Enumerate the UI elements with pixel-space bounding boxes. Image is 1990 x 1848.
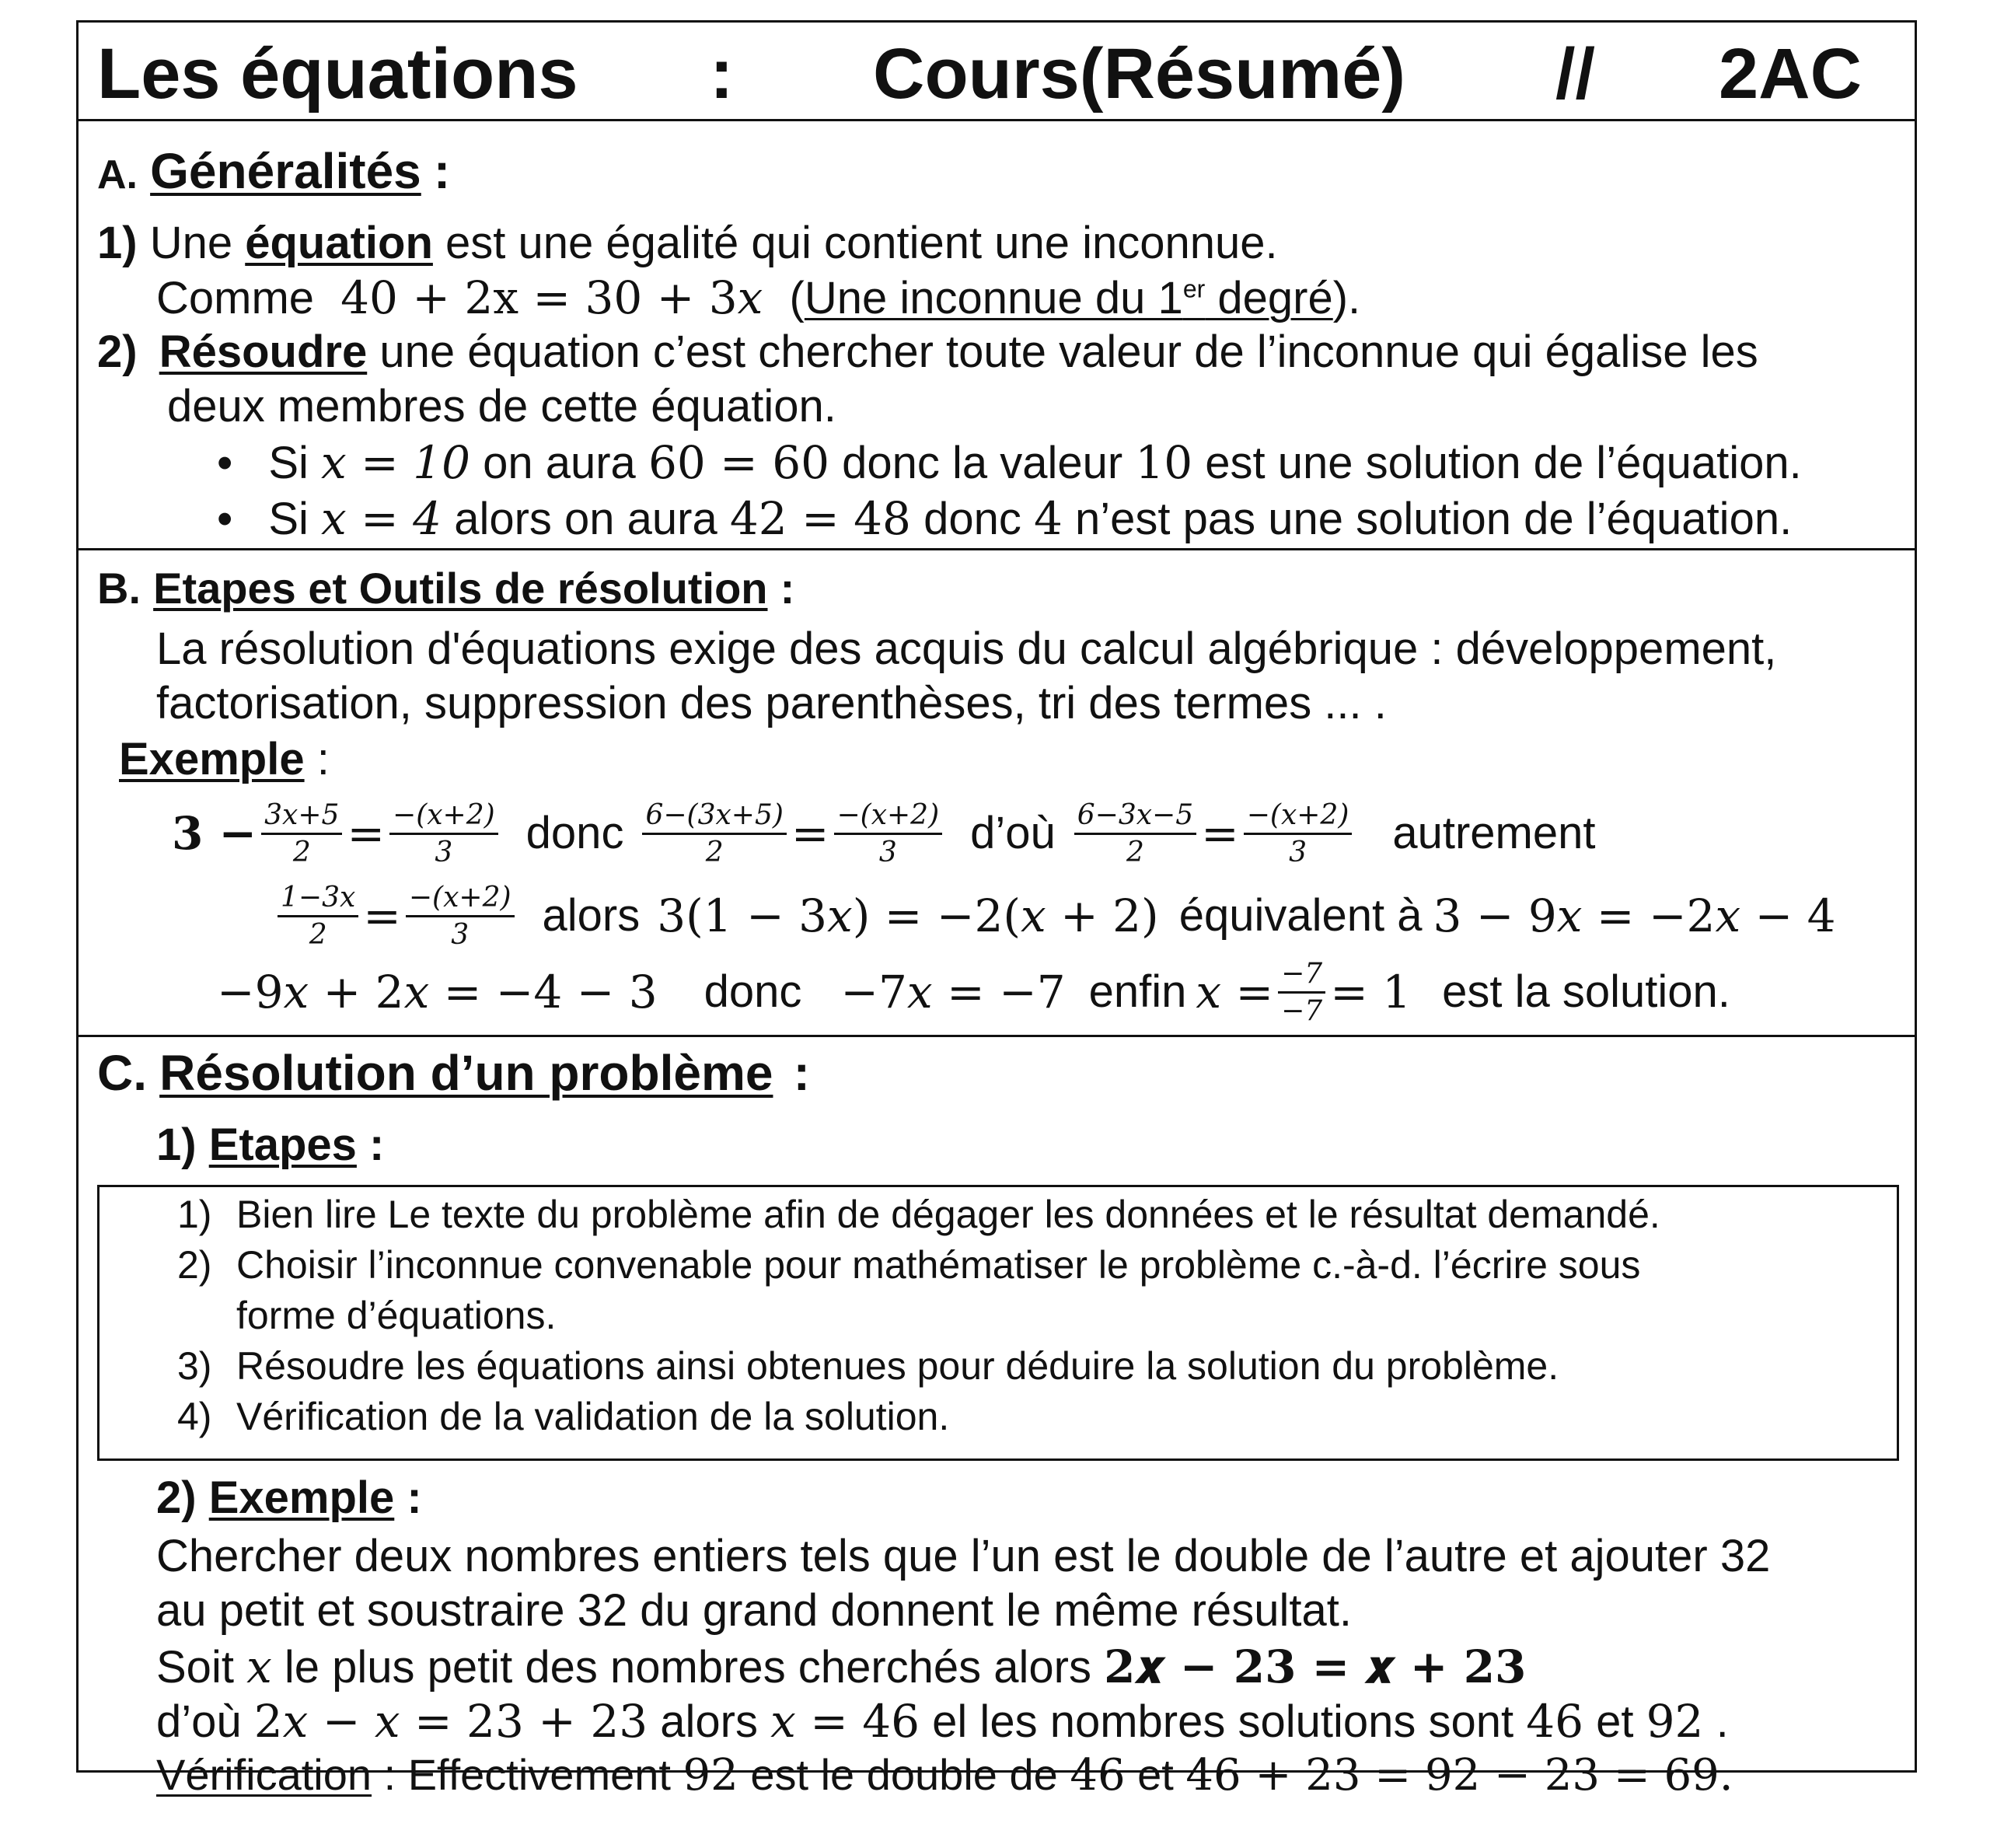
b-paragraph-line1: La résolution d'équations exige des acquis du calcul algébrique : développement, — [156, 624, 1777, 674]
fraction: $\frac{\text{1−3𝑥}}{2}$ — [278, 880, 358, 952]
fraction: $\frac{\text{−(𝑥+2)}}{3}$ — [406, 880, 515, 952]
c-example-line1: Chercher deux nombres entiers tels que l’un est le double de l’autre et ajouter 32 — [156, 1531, 1771, 1581]
step-2-text: Choisir l’inconnue convenable pour mathématiser le problème c.-à-d. l’écrire sous — [236, 1243, 1641, 1287]
b-paragraph-line2: factorisation, suppression des parenthèses, tri des termes ... . — [156, 678, 1387, 728]
term-equation: équation — [245, 218, 433, 268]
b-example-line1: 3 − $\frac{\text{3𝑥+5}}{2}$ = $\frac{\text{−(𝑥+2)}}{3}$ donc $\frac{\text{6−(3𝑥+5)}}{2}$ = $\frac{\text{−(𝑥+2)}}{3}$ d’où $\frac{\text{6−3𝑥−5}}{2}$ = $\frac{\text{−(𝑥+2)}}{3}$ autrement — [172, 799, 1596, 868]
section-b — [79, 548, 1915, 1035]
b-example-line3: −9𝑥 + 2𝑥 = −4 − 3 donc −7𝑥 = −7 enfin 𝑥 = $\frac{-7}{-7}$ = 1 est la solution. — [217, 958, 1730, 1027]
section-a-heading: A. Généralités : — [97, 143, 451, 199]
fraction: $\frac{\text{6−(3𝑥+5)}}{2}$ — [642, 798, 786, 870]
step-2-text-cont: forme d’équations. — [236, 1294, 557, 1337]
fraction: $\frac{\text{6−3𝑥−5}}{2}$ — [1074, 798, 1196, 870]
a-item1-line2: Comme 40 + 2x = 30 + 3𝑥 (Une inconnue du 1er degré). — [156, 271, 1361, 324]
c-example-line3: Soit 𝑥 le plus petit des nombres cherchés alors 2𝒙 − 𝟐𝟑 = 𝒙 + 𝟐𝟑 — [156, 1640, 1527, 1693]
section-c-title: Résolution d’un problème — [159, 1045, 773, 1101]
step-3-num: 3) — [177, 1344, 212, 1388]
a-bullet-2: • Si 𝑥 = 4 alors on aura 42 = 48 donc 4 n’est pas une solution de l’équation. — [217, 492, 1793, 545]
section-a — [79, 119, 1915, 548]
fraction: $\frac{\text{−(𝑥+2)}}{3}$ — [834, 798, 943, 870]
a-item2-line2: deux membres de cette équation. — [167, 381, 836, 431]
section-b-title: Etapes et Outils de résolution — [153, 564, 768, 613]
a-item1-line1: 1) Une équation est une égalité qui contient une inconnue. — [97, 218, 1278, 268]
document-frame — [76, 20, 1917, 1801]
steps-box — [97, 1185, 1899, 1461]
step-3-text: Résoudre les équations ainsi obtenues pour déduire la solution du problème. — [236, 1344, 1559, 1388]
section-b-heading: B. Etapes et Outils de résolution : — [97, 564, 795, 613]
fraction: $\frac{-7}{-7}$ — [1278, 956, 1325, 1029]
c-example-line2: au petit et soustraire 32 du grand donnent le même résultat. — [156, 1585, 1352, 1636]
subtitle: Cours(Résumé) — [873, 34, 1406, 114]
c-example-line4: d’où 2𝑥 − 𝑥 = 23 + 23 alors 𝑥 = 46 el les nombres solutions sont 46 et 92 . — [156, 1695, 1729, 1748]
fraction: $\frac{\text{3𝑥+5}}{2}$ — [261, 798, 342, 870]
term-resoudre: Résoudre — [159, 327, 368, 377]
c-sub2-heading: 2) Exemple : — [156, 1472, 422, 1523]
title-separator: // — [1555, 34, 1596, 114]
section-c-heading: C. Résolution d’un problème : — [97, 1045, 810, 1101]
step-4-num: 4) — [177, 1395, 212, 1438]
step-1-num: 1) — [177, 1193, 212, 1236]
fraction: $\frac{\text{−(𝑥+2)}}{3}$ — [1244, 798, 1353, 870]
c-verification-line: Vérification : Effectivement 92 est le double de 46 et 46 + 23 = 92 − 23 = 69. — [156, 1750, 1733, 1801]
step-1-text: Bien lire Le texte du problème afin de dégager les données et le résultat demandé. — [236, 1193, 1660, 1236]
level: 2AC — [1719, 34, 1863, 114]
c-sub1-heading: 1) Etapes : — [156, 1120, 385, 1170]
step-2-num: 2) — [177, 1243, 212, 1287]
section-a-title: Généralités — [150, 143, 421, 199]
a-bullet-1: • Si 𝑥 = 10 on aura 60 = 60 donc la valeur 10 est une solution de l’équation. — [217, 436, 1802, 489]
title-colon: : — [710, 34, 734, 114]
b-example-label: Exemple : — [119, 734, 330, 784]
b-example-line2: $\frac{\text{1−3𝑥}}{2}$ = $\frac{\text{−(𝑥+2)}}{3}$ alors 3(1 − 3𝑥) = −2(𝑥 + 2) équivalent à 3 − 9𝑥 = −2𝑥 − 4 — [273, 880, 1836, 952]
fraction: $\frac{\text{−(𝑥+2)}}{3}$ — [389, 798, 498, 870]
a-item2-line1: 2) Résoudre une équation c’est chercher toute valeur de l’inconnue qui égalise les — [97, 327, 1758, 377]
title: Les équations — [97, 34, 578, 114]
step-4-text: Vérification de la validation de la solution. — [236, 1395, 950, 1438]
